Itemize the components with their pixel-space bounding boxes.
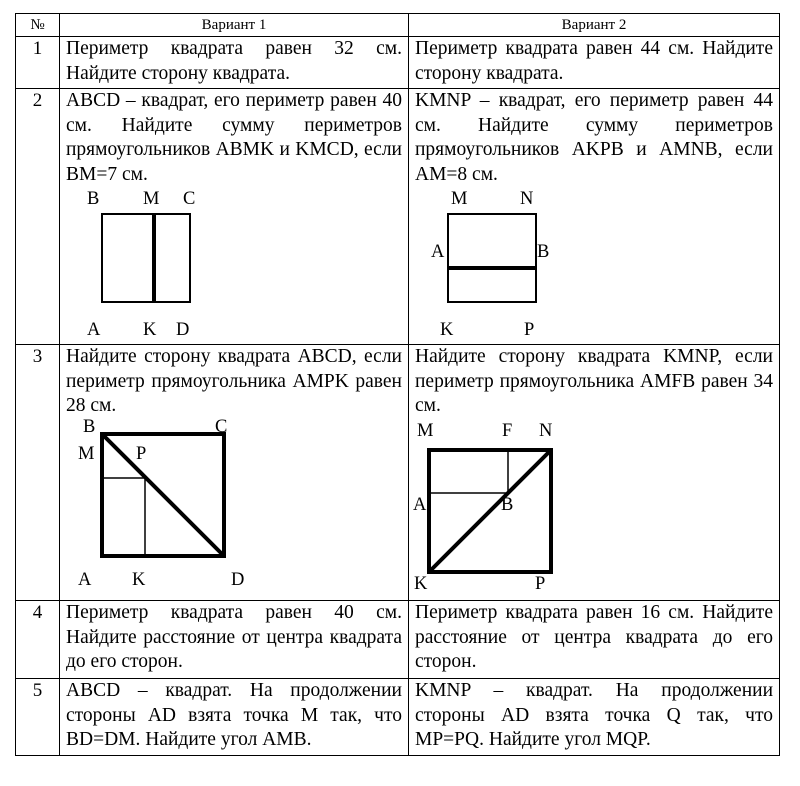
label-p: P [535,573,546,594]
figure-square-kmnp-diagonal [415,419,765,599]
label-n: N [520,189,534,209]
figure-square-abcd [66,187,396,340]
label-d: D [176,320,190,340]
task-text-v1: ABCD – квадрат. На продолжении стороны AD взята точка M так, что BD=DM. Найдите угол AMB. [60,679,409,756]
header-num: № [16,14,60,37]
label-n: N [539,420,553,441]
label-b: B [83,416,96,437]
label-b: B [537,242,550,262]
diagonal-bd [102,434,224,556]
square-outline [448,214,536,302]
label-k: K [440,320,454,340]
header-variant-2: Вариант 2 [409,14,780,37]
figure-square-abcd-diagonal [66,416,396,599]
label-m: M [78,443,95,464]
task-number: 1 [16,37,60,89]
label-f: F [502,420,513,441]
task-text-v1: Найдите сторону квадрата ABCD, если периметр прямоугольника AMPK равен 28 см. B C M P A K D [60,345,409,601]
task-text-v1: Периметр квадрата равен 32 см. Найдите сторону квадрата. [60,37,409,89]
task-text-v2: KMNP – квадрат. На продолжении стороны AD взята точка Q так, что MP=PQ. Найдите угол MQP. [409,679,780,756]
header-row [16,14,780,37]
label-m: M [451,189,468,209]
diagonal-kn [429,450,551,572]
worksheet-table [15,13,780,756]
label-a: A [413,494,427,515]
task-row-1 [16,37,780,89]
task-text-v2: KMNP – квадрат, его периметр равен 44 см. Найдите сумму периметров прямоугольников AKPB и AMNB, если AM=8 см. M N A B K P [409,89,780,345]
label-b: B [501,494,514,515]
label-a: A [87,320,101,340]
task-text-v1: Периметр квадрата равен 40 см. Найдите расстояние от центра квадрата до его сторон. [60,601,409,679]
task-row-3 [16,345,780,601]
label-b: B [87,189,100,209]
task-text-v1: ABCD – квадрат, его периметр равен 40 см. Найдите сумму периметров прямоугольников ABMK и KMCD, если BM=7 см. B M C A K D [60,89,409,345]
task-number: 3 [16,345,60,601]
label-c: C [215,416,228,437]
label-k: K [414,573,428,594]
figure-square-kmnp [415,187,765,340]
label-k: K [143,320,157,340]
task-row-5 [16,679,780,756]
label-d: D [231,569,245,590]
label-m: M [143,189,160,209]
task-text-v2: Найдите сторону квадрата KMNP, если периметр прямоугольника AMFB равен 34 см. M F N A B K P [409,345,780,601]
label-m: M [417,420,434,441]
label-c: C [183,189,196,209]
task-row-4 [16,601,780,679]
task-text-v2: Периметр квадрата равен 44 см. Найдите сторону квадрата. [409,37,780,89]
task-number: 5 [16,679,60,756]
label-p: P [136,443,147,464]
task-row-2 [16,89,780,345]
square-outline [102,214,190,302]
task-text-v2: Периметр квадрата равен 16 см. Найдите расстояние от центра квадрата до его сторон. [409,601,780,679]
task-number: 4 [16,601,60,679]
header-variant-1: Вариант 1 [60,14,409,37]
label-a: A [431,242,445,262]
task-number: 2 [16,89,60,345]
label-k: K [132,569,146,590]
label-a: A [78,569,92,590]
label-p: P [524,320,535,340]
